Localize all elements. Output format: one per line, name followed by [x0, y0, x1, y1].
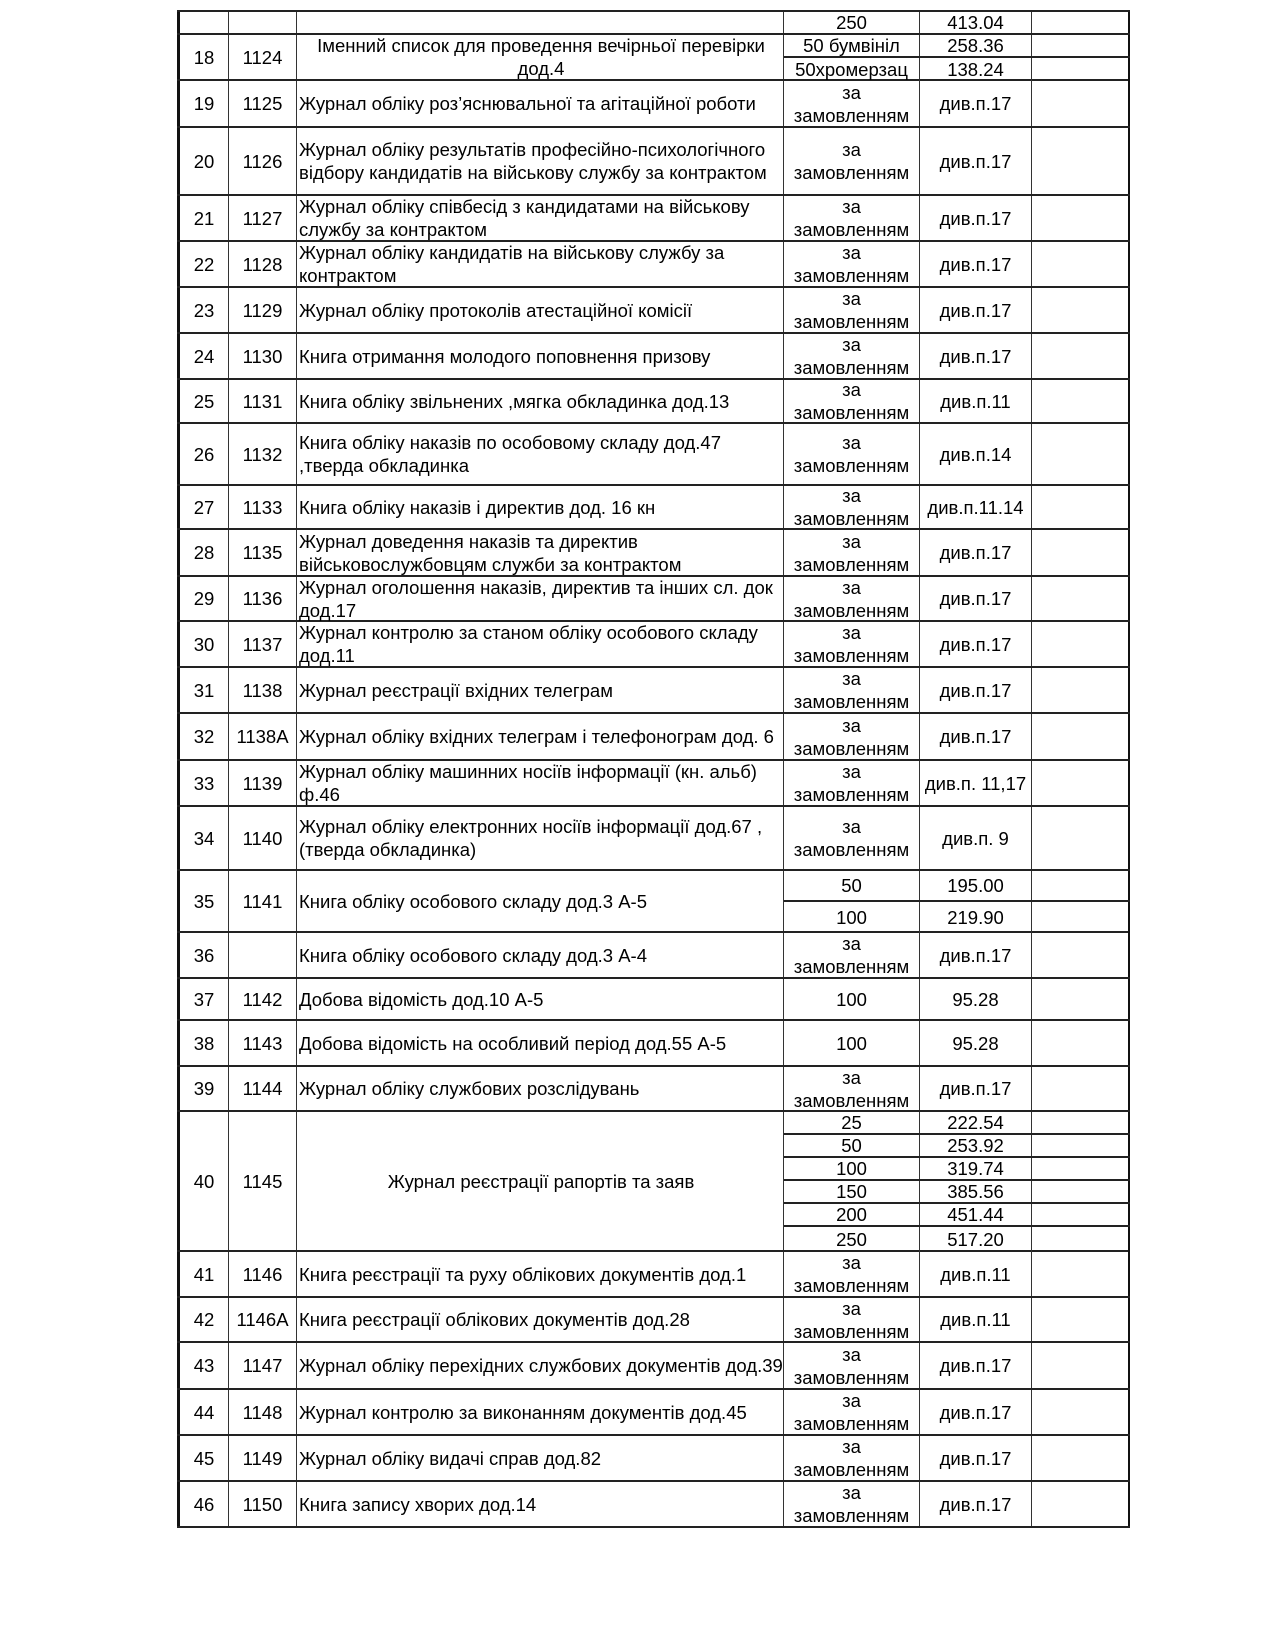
- table-row: [177, 714, 1130, 761]
- item-name-cell: [297, 1067, 784, 1110]
- item-name-cell: [297, 196, 784, 240]
- table-row: [177, 1298, 1130, 1343]
- row-number-cell: 30: [177, 622, 229, 666]
- item-code-cell: 1135: [229, 530, 297, 575]
- notes-cell: [1032, 242, 1130, 286]
- notes-cell: [1032, 1252, 1130, 1296]
- item-code-cell: 1132: [229, 424, 297, 484]
- row-number-cell: 36: [177, 933, 229, 977]
- item-name: Журнал оголошення наказів, директив та інших сл. док дод.17: [299, 576, 773, 621]
- table-row: [177, 1252, 1130, 1298]
- item-name-cell: [297, 979, 784, 1019]
- row-number-cell: 25: [177, 380, 229, 422]
- item-name: Книга обліку наказів по особовому складу дод.47 ,тверда обкладинка: [299, 432, 721, 476]
- quantity-cell: за замовленням: [784, 1298, 920, 1341]
- item-name: Книга реєстрації облікових документів дод.28: [299, 1309, 690, 1330]
- price-cell: 222.54: [920, 1112, 1032, 1133]
- table-row: [177, 530, 1130, 577]
- row-number-cell: 38: [177, 1021, 229, 1065]
- notes-cell: [1032, 12, 1130, 33]
- row-number-cell: 46: [177, 1482, 229, 1526]
- quantity-cell: за замовленням: [784, 807, 920, 869]
- notes-cell: [1032, 530, 1130, 575]
- quantity-cell: 50: [784, 1135, 920, 1156]
- item-name-cell: [297, 933, 784, 977]
- table-row: [177, 1390, 1130, 1436]
- notes-cell: [1032, 1204, 1130, 1225]
- item-code-cell: 1133: [229, 486, 297, 528]
- quantity-cell: за замовленням: [784, 196, 920, 240]
- item-code-cell: 1128: [229, 242, 297, 286]
- quantity-cell: 50хромерзац: [784, 58, 920, 81]
- quantity-cell: 100: [784, 902, 920, 933]
- item-code-cell: 1143: [229, 1021, 297, 1065]
- item-name-cell: [297, 128, 784, 194]
- item-name: Журнал реєстрації рапортів та заяв: [387, 1170, 695, 1192]
- table-row: [177, 871, 1130, 933]
- item-name: Журнал контролю за виконанням документів дод.45: [299, 1401, 747, 1423]
- item-name-cell: [297, 35, 784, 79]
- item-name: Журнал обліку роз’яснювальної та агітаційної роботи: [299, 93, 756, 114]
- row-number-cell: 39: [177, 1067, 229, 1110]
- item-name: Книга обліку особового складу дод.3 А-4: [299, 944, 647, 966]
- item-name: Книга отримання молодого поповнення призову: [299, 345, 711, 367]
- item-code-cell: 1138А: [229, 714, 297, 759]
- table-row: [177, 35, 1130, 81]
- notes-cell: [1032, 334, 1130, 378]
- item-name-cell: [297, 761, 784, 805]
- notes-cell: [1032, 58, 1130, 81]
- notes-cell: [1032, 807, 1130, 869]
- item-name-cell: [297, 530, 784, 575]
- row-number-cell: 21: [177, 196, 229, 240]
- item-name-cell: [297, 12, 784, 33]
- notes-cell: [1032, 933, 1130, 977]
- quantity-cell: за замовленням: [784, 577, 920, 620]
- sub-row: [784, 1135, 1130, 1158]
- sub-row: [784, 1112, 1130, 1135]
- row-number-cell: 43: [177, 1343, 229, 1388]
- notes-cell: [1032, 81, 1130, 126]
- item-code-cell: 1126: [229, 128, 297, 194]
- quantity-cell: 100: [784, 1021, 920, 1065]
- item-code-cell: 1124: [229, 35, 297, 79]
- item-name: Іменний список для проведення вечірньої перевірки дод.4: [317, 35, 765, 79]
- row-number-cell: 32: [177, 714, 229, 759]
- table-row: [177, 81, 1130, 128]
- row-number-cell: 26: [177, 424, 229, 484]
- item-name-cell: [297, 714, 784, 759]
- row-number-cell: [177, 12, 229, 33]
- price-cell: 385.56: [920, 1181, 1032, 1202]
- price-cell: 219.90: [920, 902, 1032, 933]
- notes-cell: [1032, 1135, 1130, 1156]
- row-number-cell: 31: [177, 668, 229, 712]
- notes-cell: [1032, 288, 1130, 332]
- item-name-cell: [297, 380, 784, 422]
- item-code-cell: 1145: [229, 1112, 297, 1250]
- quantity-cell: за замовленням: [784, 1390, 920, 1434]
- table-row: [177, 1067, 1130, 1112]
- notes-cell: [1032, 902, 1130, 933]
- row-number-cell: 41: [177, 1252, 229, 1296]
- row-number-cell: 42: [177, 1298, 229, 1341]
- quantity-cell: 250: [784, 12, 920, 33]
- item-name: Журнал контролю за станом обліку особового складу дод.11: [299, 622, 758, 666]
- notes-cell: [1032, 622, 1130, 666]
- item-name: Журнал реєстрації вхідних телеграм: [299, 679, 613, 701]
- table-row: [177, 1112, 1130, 1252]
- price-cell: див.п.11: [920, 1298, 1032, 1341]
- table-row: [177, 577, 1130, 622]
- item-code-cell: 1144: [229, 1067, 297, 1110]
- item-name-cell: [297, 242, 784, 286]
- table-row: [177, 1482, 1130, 1528]
- notes-cell: [1032, 1227, 1130, 1252]
- price-cell: див.п.17: [920, 1482, 1032, 1526]
- table-row: [177, 486, 1130, 530]
- item-name: Книга обліку наказів і директив дод. 16 кн: [299, 496, 656, 518]
- price-cell: 258.36: [920, 35, 1032, 56]
- item-code-cell: 1136: [229, 577, 297, 620]
- notes-cell: [1032, 668, 1130, 712]
- item-code-cell: 1125: [229, 81, 297, 126]
- item-name-cell: [297, 288, 784, 332]
- item-name: Журнал обліку співбесід з кандидатами на військову службу за контрактом: [299, 196, 750, 240]
- item-name-cell: [297, 1390, 784, 1434]
- price-cell: див.п. 11,17: [920, 761, 1032, 805]
- quantity-cell: за замовленням: [784, 622, 920, 666]
- item-name-cell: [297, 1298, 784, 1341]
- item-code-cell: 1150: [229, 1482, 297, 1526]
- item-name: Книга обліку звільнених ,мягка обкладинка дод.13: [299, 390, 730, 412]
- row-number-cell: 44: [177, 1390, 229, 1434]
- table-row: [177, 196, 1130, 242]
- sub-row: [784, 35, 1130, 58]
- quantity-cell: за замовленням: [784, 1252, 920, 1296]
- notes-cell: [1032, 1112, 1130, 1133]
- table-row: [177, 761, 1130, 807]
- notes-cell: [1032, 577, 1130, 620]
- item-code-cell: 1138: [229, 668, 297, 712]
- quantity-cell: за замовленням: [784, 380, 920, 422]
- quantity-cell: 50: [784, 871, 920, 900]
- item-name-cell: [297, 1343, 784, 1388]
- quantity-cell: за замовленням: [784, 486, 920, 528]
- quantity-cell: за замовленням: [784, 288, 920, 332]
- quantity-cell: за замовленням: [784, 1436, 920, 1480]
- quantity-cell: за замовленням: [784, 334, 920, 378]
- sub-row: [784, 58, 1130, 81]
- price-cell: 95.28: [920, 1021, 1032, 1065]
- price-cell: 195.00: [920, 871, 1032, 900]
- price-cell: див.п.17: [920, 933, 1032, 977]
- item-code-cell: 1129: [229, 288, 297, 332]
- price-cell: див.п.17: [920, 1067, 1032, 1110]
- quantity-cell: 150: [784, 1181, 920, 1202]
- notes-cell: [1032, 761, 1130, 805]
- item-name: Журнал обліку протоколів атестаційної комісії: [299, 299, 693, 321]
- row-number-cell: 45: [177, 1436, 229, 1480]
- notes-cell: [1032, 486, 1130, 528]
- item-name: Журнал обліку електронних носіїв інформації дод.67 , (тверда обкладинка): [299, 816, 763, 860]
- quantity-cell: 50 бумвініл: [784, 35, 920, 56]
- table-row: [177, 288, 1130, 334]
- item-code-cell: 1139: [229, 761, 297, 805]
- item-name-cell: [297, 486, 784, 528]
- item-name: Журнал обліку перехідних службових документів дод.39: [299, 1355, 783, 1376]
- table-row: [177, 807, 1130, 871]
- quantity-cell: за замовленням: [784, 761, 920, 805]
- row-number-cell: 28: [177, 530, 229, 575]
- table-row: [177, 1436, 1130, 1482]
- price-cell: див.п.17: [920, 242, 1032, 286]
- item-name-cell: [297, 1482, 784, 1526]
- price-cell: див.п.17: [920, 622, 1032, 666]
- row-number-cell: 40: [177, 1112, 229, 1250]
- price-cell: див.п. 9: [920, 807, 1032, 869]
- quantity-cell: за замовленням: [784, 933, 920, 977]
- price-cell: див.п.17: [920, 668, 1032, 712]
- item-name-cell: [297, 1252, 784, 1296]
- row-number-cell: 22: [177, 242, 229, 286]
- quantity-cell: за замовленням: [784, 242, 920, 286]
- notes-cell: [1032, 1298, 1130, 1341]
- price-cell: 319.74: [920, 1158, 1032, 1179]
- item-name: Книга обліку особового складу дод.3 А-5: [299, 890, 647, 912]
- quantity-cell: за замовленням: [784, 1482, 920, 1526]
- item-name-cell: [297, 807, 784, 869]
- item-name: Книга запису хворих дод.14: [299, 1493, 537, 1515]
- sub-row: [784, 902, 1130, 933]
- row-number-cell: 20: [177, 128, 229, 194]
- item-name-cell: [297, 1112, 784, 1250]
- sub-row: [784, 1227, 1130, 1252]
- table-row-continuation: [177, 10, 1130, 35]
- notes-cell: [1032, 871, 1130, 900]
- item-name-cell: [297, 1436, 784, 1480]
- notes-cell: [1032, 1436, 1130, 1480]
- price-cell: 413.04: [920, 12, 1032, 33]
- notes-cell: [1032, 1158, 1130, 1179]
- item-name-cell: [297, 424, 784, 484]
- item-name-cell: [297, 81, 784, 126]
- item-code-cell: 1148: [229, 1390, 297, 1434]
- quantity-cell: 25: [784, 1112, 920, 1133]
- notes-cell: [1032, 128, 1130, 194]
- price-cell: див.п.17: [920, 530, 1032, 575]
- table-row: [177, 128, 1130, 196]
- notes-cell: [1032, 1343, 1130, 1388]
- item-name: Журнал доведення наказів та директив військовослужбовцям служби за контрактом: [299, 530, 682, 575]
- row-number-cell: 34: [177, 807, 229, 869]
- item-code-cell: 1131: [229, 380, 297, 422]
- price-cell: див.п.17: [920, 1343, 1032, 1388]
- item-code-cell: 1130: [229, 334, 297, 378]
- price-cell: див.п.17: [920, 577, 1032, 620]
- row-number-cell: 18: [177, 35, 229, 79]
- row-number-cell: 29: [177, 577, 229, 620]
- notes-cell: [1032, 1181, 1130, 1202]
- price-cell: див.п.17: [920, 714, 1032, 759]
- notes-cell: [1032, 714, 1130, 759]
- price-cell: див.п.17: [920, 334, 1032, 378]
- item-name: Добова відомість дод.10 А-5: [299, 988, 544, 1010]
- price-cell: див.п.17: [920, 1436, 1032, 1480]
- notes-cell: [1032, 424, 1130, 484]
- quantity-cell: за замовленням: [784, 424, 920, 484]
- quantity-cell: за замовленням: [784, 81, 920, 126]
- item-name-cell: [297, 668, 784, 712]
- price-cell: див.п.11: [920, 380, 1032, 422]
- sub-row: [784, 1181, 1130, 1204]
- table-row: [177, 424, 1130, 486]
- quantity-cell: за замовленням: [784, 668, 920, 712]
- price-cell: 517.20: [920, 1227, 1032, 1252]
- price-cell: 138.24: [920, 58, 1032, 81]
- quantity-cell: за замовленням: [784, 128, 920, 194]
- item-code-cell: 1140: [229, 807, 297, 869]
- price-cell: див.п.11.14: [920, 486, 1032, 528]
- item-code-cell: 1146: [229, 1252, 297, 1296]
- item-code-cell: 1146А: [229, 1298, 297, 1341]
- notes-cell: [1032, 1021, 1130, 1065]
- price-cell: 253.92: [920, 1135, 1032, 1156]
- item-name-cell: [297, 871, 784, 931]
- row-number-cell: 37: [177, 979, 229, 1019]
- price-cell: див.п.17: [920, 196, 1032, 240]
- sub-row: [784, 871, 1130, 902]
- quantity-cell: за замовленням: [784, 530, 920, 575]
- item-name: Журнал обліку результатів професійно-психологічного відбору кандидатів на військову службу за контрактом: [299, 139, 767, 183]
- table-row: [177, 334, 1130, 380]
- item-name-cell: [297, 622, 784, 666]
- table-row: [177, 933, 1130, 979]
- item-name-cell: [297, 1021, 784, 1065]
- notes-cell: [1032, 196, 1130, 240]
- table-row: [177, 380, 1130, 424]
- table-row: [177, 622, 1130, 668]
- price-cell: див.п.17: [920, 288, 1032, 332]
- row-number-cell: 27: [177, 486, 229, 528]
- sub-row: [784, 1158, 1130, 1181]
- price-cell: див.п.14: [920, 424, 1032, 484]
- price-cell: див.п.17: [920, 1390, 1032, 1434]
- item-code-cell: 1141: [229, 871, 297, 931]
- sub-row: [784, 1204, 1130, 1227]
- item-code-cell: 1142: [229, 979, 297, 1019]
- item-name-cell: [297, 334, 784, 378]
- item-name: Журнал обліку видачі справ дод.82: [299, 1447, 602, 1469]
- item-name: Журнал обліку службових розслідувань: [299, 1078, 640, 1099]
- item-name: Журнал обліку кандидатів на військову службу за контрактом: [299, 242, 725, 286]
- price-cell: див.п.11: [920, 1252, 1032, 1296]
- table-row: [177, 668, 1130, 714]
- item-name-cell: [297, 577, 784, 620]
- table-row: [177, 1343, 1130, 1390]
- price-cell: 451.44: [920, 1204, 1032, 1225]
- price-cell: див.п.17: [920, 128, 1032, 194]
- notes-cell: [1032, 1482, 1130, 1526]
- price-cell: див.п.17: [920, 81, 1032, 126]
- row-number-cell: 19: [177, 81, 229, 126]
- price-cell: 95.28: [920, 979, 1032, 1019]
- quantity-cell: 100: [784, 1158, 920, 1179]
- item-code-cell: 1127: [229, 196, 297, 240]
- item-name: Добова відомість на особливий період дод.55 А-5: [299, 1032, 727, 1054]
- item-name: Журнал обліку машинних носіїв інформації (кн. альб) ф.46: [299, 761, 757, 805]
- notes-cell: [1032, 35, 1130, 56]
- item-code-cell: 1149: [229, 1436, 297, 1480]
- table-row: [177, 242, 1130, 288]
- item-code-cell: 1147: [229, 1343, 297, 1388]
- row-number-cell: 24: [177, 334, 229, 378]
- row-number-cell: 33: [177, 761, 229, 805]
- item-code-cell: [229, 12, 297, 33]
- quantity-cell: за замовленням: [784, 1067, 920, 1110]
- notes-cell: [1032, 380, 1130, 422]
- table-row: [177, 1021, 1130, 1067]
- quantity-cell: 200: [784, 1204, 920, 1225]
- quantity-cell: за замовленням: [784, 714, 920, 759]
- notes-cell: [1032, 1067, 1130, 1110]
- quantity-cell: 250: [784, 1227, 920, 1252]
- notes-cell: [1032, 979, 1130, 1019]
- item-code-cell: [229, 933, 297, 977]
- notes-cell: [1032, 1390, 1130, 1434]
- item-code-cell: 1137: [229, 622, 297, 666]
- quantity-cell: за замовленням: [784, 1343, 920, 1388]
- row-number-cell: 23: [177, 288, 229, 332]
- item-name: Журнал обліку вхідних телеграм і телефонограм дод. 6: [299, 726, 774, 747]
- table-row: [177, 979, 1130, 1021]
- row-number-cell: 35: [177, 871, 229, 931]
- quantity-cell: 100: [784, 979, 920, 1019]
- item-name: Книга реєстрації та руху облікових документів дод.1: [299, 1263, 747, 1285]
